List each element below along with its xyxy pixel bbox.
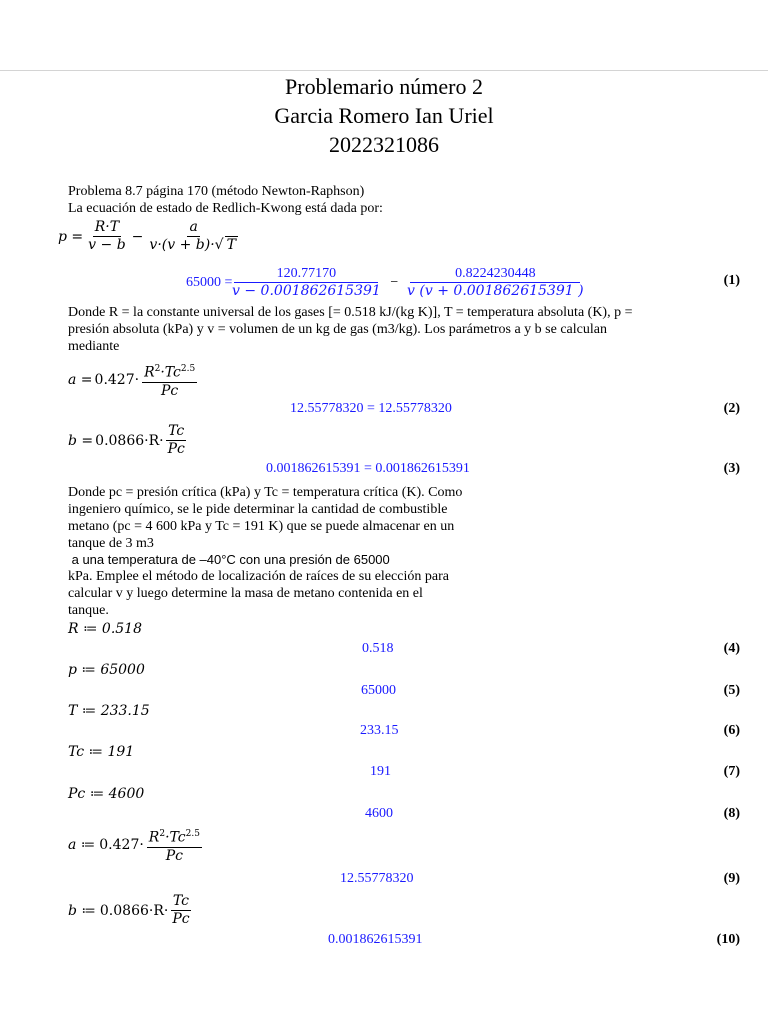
- input-T: T ≔ 233.15: [68, 703, 150, 719]
- problem-heading: Problema 8.7 página 170 (método Newton-Raphson): [68, 184, 365, 199]
- redlich-kwong-equation: p = $\frac{R\cdot T}{v - b}$ − $\frac{a}{v\cdot(v + b)\cdot√ T}$: [58, 219, 236, 253]
- pc-text-line6: kPa. Emplee el método de localización de raíces de su elección para: [68, 569, 449, 584]
- equation-number-10: (10): [716, 932, 740, 947]
- pc-text-line2: ingeniero químico, se le pide determinar la cantidad de combustible: [68, 502, 448, 517]
- eq1-lhs: 65000 =: [186, 274, 233, 290]
- equation-number-1: (1): [723, 273, 740, 288]
- input-Tc: Tc ≔ 191: [68, 744, 135, 760]
- eq1-num1: 120.77170: [234, 265, 378, 283]
- result-5: 65000: [361, 683, 396, 698]
- pc-text-line7: calcular v y luego determine la masa de metano contenida en el: [68, 586, 423, 601]
- a-formula: a = 0.427· $\frac{R^2\cdot Tc^{2.5}}{Pc}$: [68, 361, 197, 400]
- equation-number-2: (2): [723, 401, 740, 416]
- equation-number-4: (4): [723, 641, 740, 656]
- b-formula: b = 0.0866·R· $\frac{Tc}{Pc}$: [68, 423, 185, 457]
- pc-text-line5: a una temperatura de –40°C con una presión de 65000: [68, 552, 390, 567]
- pc-text-line3: metano (pc = 4 600 kPa y Tc = 191 K) que se puede almacenar en un: [68, 519, 455, 534]
- pc-text-line8: tanque.: [68, 603, 109, 618]
- equation-number-6: (6): [723, 723, 740, 738]
- result-3: 0.001862615391 = 0.001862615391: [266, 461, 470, 476]
- b-assignment: b ≔ 0.0866·R· $\frac{Tc}{Pc}$: [68, 893, 190, 927]
- result-8: 4600: [365, 806, 393, 821]
- donde-text-line3: mediante: [68, 339, 120, 354]
- eq1-minus: −: [390, 274, 399, 290]
- input-R: R ≔ 0.518: [68, 621, 142, 637]
- input-p: p ≔ 65000: [68, 662, 145, 678]
- equation-1: [186, 265, 584, 300]
- result-7: 191: [370, 764, 391, 779]
- result-6: 233.15: [360, 723, 399, 738]
- equation-number-7: (7): [723, 764, 740, 779]
- result-9: 12.55778320: [340, 871, 414, 886]
- pc-text-line1: Donde pc = presión crítica (kPa) y Tc = temperatura crítica (K). Como: [68, 485, 463, 500]
- equation-number-3: (3): [723, 461, 740, 476]
- top-divider: [0, 70, 768, 71]
- pc-text-line4: tanque de 3 m3: [68, 536, 154, 551]
- result-4: 0.518: [362, 641, 394, 656]
- donde-text-line1: Donde R = la constante universal de los gases [= 0.518 kJ/(kg K)], T = temperatura absoluta (K), p =: [68, 305, 633, 320]
- eq1-den2: v (v + 0.001862615391 ): [407, 283, 584, 299]
- a-assignment: a ≔ 0.427· $\frac{R^2\cdot Tc^{2.5}}{Pc}$: [68, 826, 202, 865]
- equation-number-9: (9): [723, 871, 740, 886]
- equation-number-8: (8): [723, 806, 740, 821]
- eq1-num2: 0.8224230448: [410, 265, 580, 283]
- intro-text: La ecuación de estado de Redlich-Kwong está dada por:: [68, 201, 383, 216]
- equation-number-5: (5): [723, 683, 740, 698]
- input-Pc: Pc ≔ 4600: [68, 786, 145, 802]
- document-title: Problemario número 2: [285, 74, 483, 99]
- author-name: Garcia Romero Ian Uriel: [274, 103, 494, 128]
- donde-text-line2: presión absoluta (kPa) y v = volumen de un kg de gas (m3/kg). Los parámetros a y b se calculan: [68, 322, 607, 337]
- result-2: 12.55778320 = 12.55778320: [290, 401, 452, 416]
- eq1-den1: v − 0.001862615391: [232, 283, 381, 299]
- result-10: 0.001862615391: [328, 932, 423, 947]
- student-id: 2022321086: [329, 132, 439, 157]
